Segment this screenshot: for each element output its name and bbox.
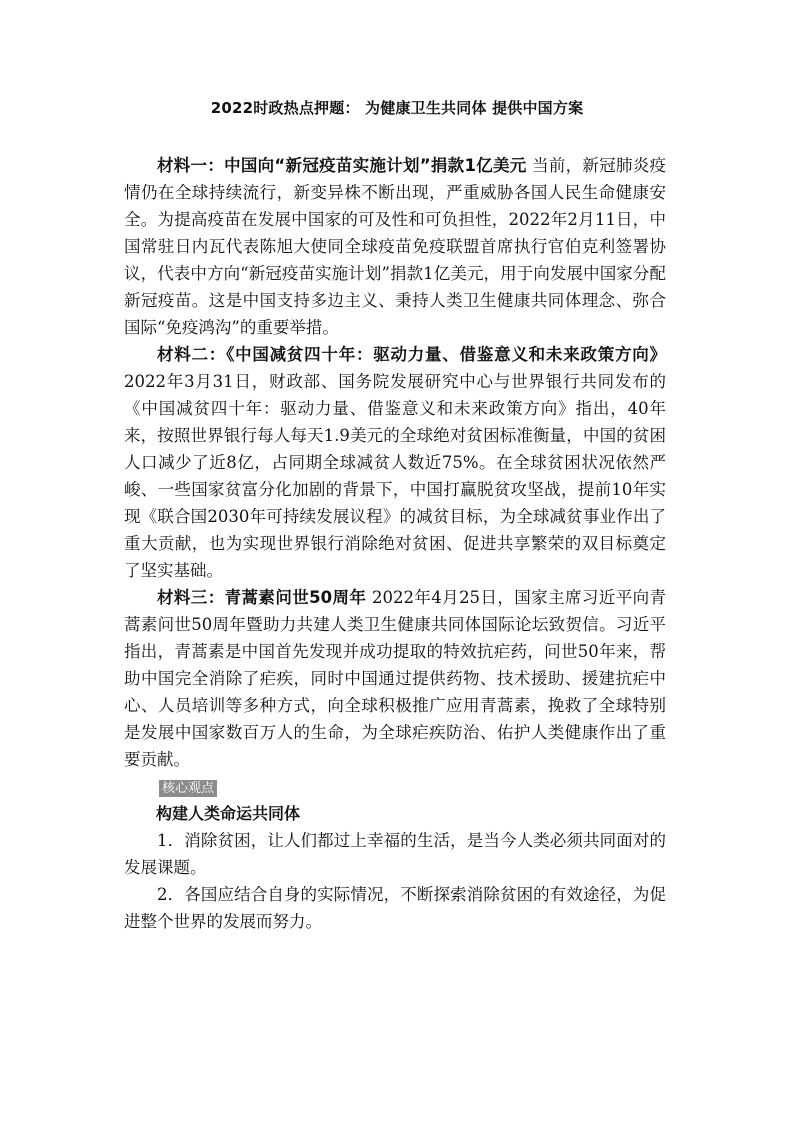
point-item-1: 1．消除贫困，让人们都过上幸福的生活，是当今人类必须共同面对的发展课题。 <box>124 831 666 877</box>
material-2-text: 2022年3月31日，财政部、国务院发展研究中心与世界银行共同发布的《中国减贫四十年：驱动力量、借鉴意义和未来政策方向》指出，40年来，按照世界银行每人每天1.9美元的全球绝对贫困标准衡量，中国的贫困人口减少了近8亿，占同期全球减贫人数近75%。在全球贫困状况依然严峻、一些国家贫富分化加剧的背景下，中国打赢脱贫攻坚战，提前10年实现《联合国2030年可持续发展议程》的减贫目标，为全球减贫事业作出了重大贡献，也为实现世界银行消除绝对贫困、促进共享繁荣的双目标奠定了坚实基础。 <box>124 372 666 580</box>
point-item-2: 2．各国应结合自身的实际情况，不断探索消除贫困的有效途径，为促进整个世界的发展而努力。 <box>124 885 666 931</box>
material-3-heading: 材料三：青蒿素问世50周年 <box>157 588 367 607</box>
material-1-heading: 材料一：中国向“新冠疫苗实施计划”捐款1亿美元 <box>157 156 527 175</box>
material-2-heading: 材料二：《中国减贫四十年：驱动力量、借鉴意义和未来政策方向》 <box>157 345 666 364</box>
core-viewpoint-tag: 核心观点 <box>159 780 217 797</box>
material-paragraph-3 <box>124 584 666 773</box>
section-subheading: 构建人类命运共同体 <box>156 804 301 823</box>
material-3-text: 2022年4月25日，国家主席习近平向青蒿素问世50周年暨助力共建人类卫生健康共同体国际论坛致贺信。习近平指出，青蒿素是中国首先发现并成功提取的特效抗疟药，问世50年来，帮助中国完全消除了疟疾，同时中国通过提供药物、技术援助、援建抗疟中心、人员培训等多种方式，向全球积极推广应用青蒿素，挽救了全球特别是发展中国家数百万人的生命，为全球疟疾防治、佑护人类健康作出了重要贡献。 <box>124 588 666 769</box>
material-paragraph-2 <box>124 341 666 584</box>
document-body <box>124 152 666 935</box>
document-title: 2022时政热点押题： 为健康卫生共同体 提供中国方案 <box>210 99 584 117</box>
material-1-text: 当前，新冠肺炎疫情仍在全球持续流行，新变异株不断出现，严重威胁各国人民生命健康安全。为提高疫苗在发展中国家的可及性和可负担性，2022年2月11日，中国常驻日内瓦代表陈旭大使同全球疫苗免疫联盟首席执行官伯克利签署协议，代表中方向“新冠疫苗实施计划”捐款1亿美元，用于向发展中国家分配新冠疫苗。这是中国支持多边主义、秉持人类卫生健康共同体理念、弥合国际“免疫鸿沟”的重要举措。 <box>124 156 667 337</box>
material-paragraph-1 <box>124 152 666 341</box>
